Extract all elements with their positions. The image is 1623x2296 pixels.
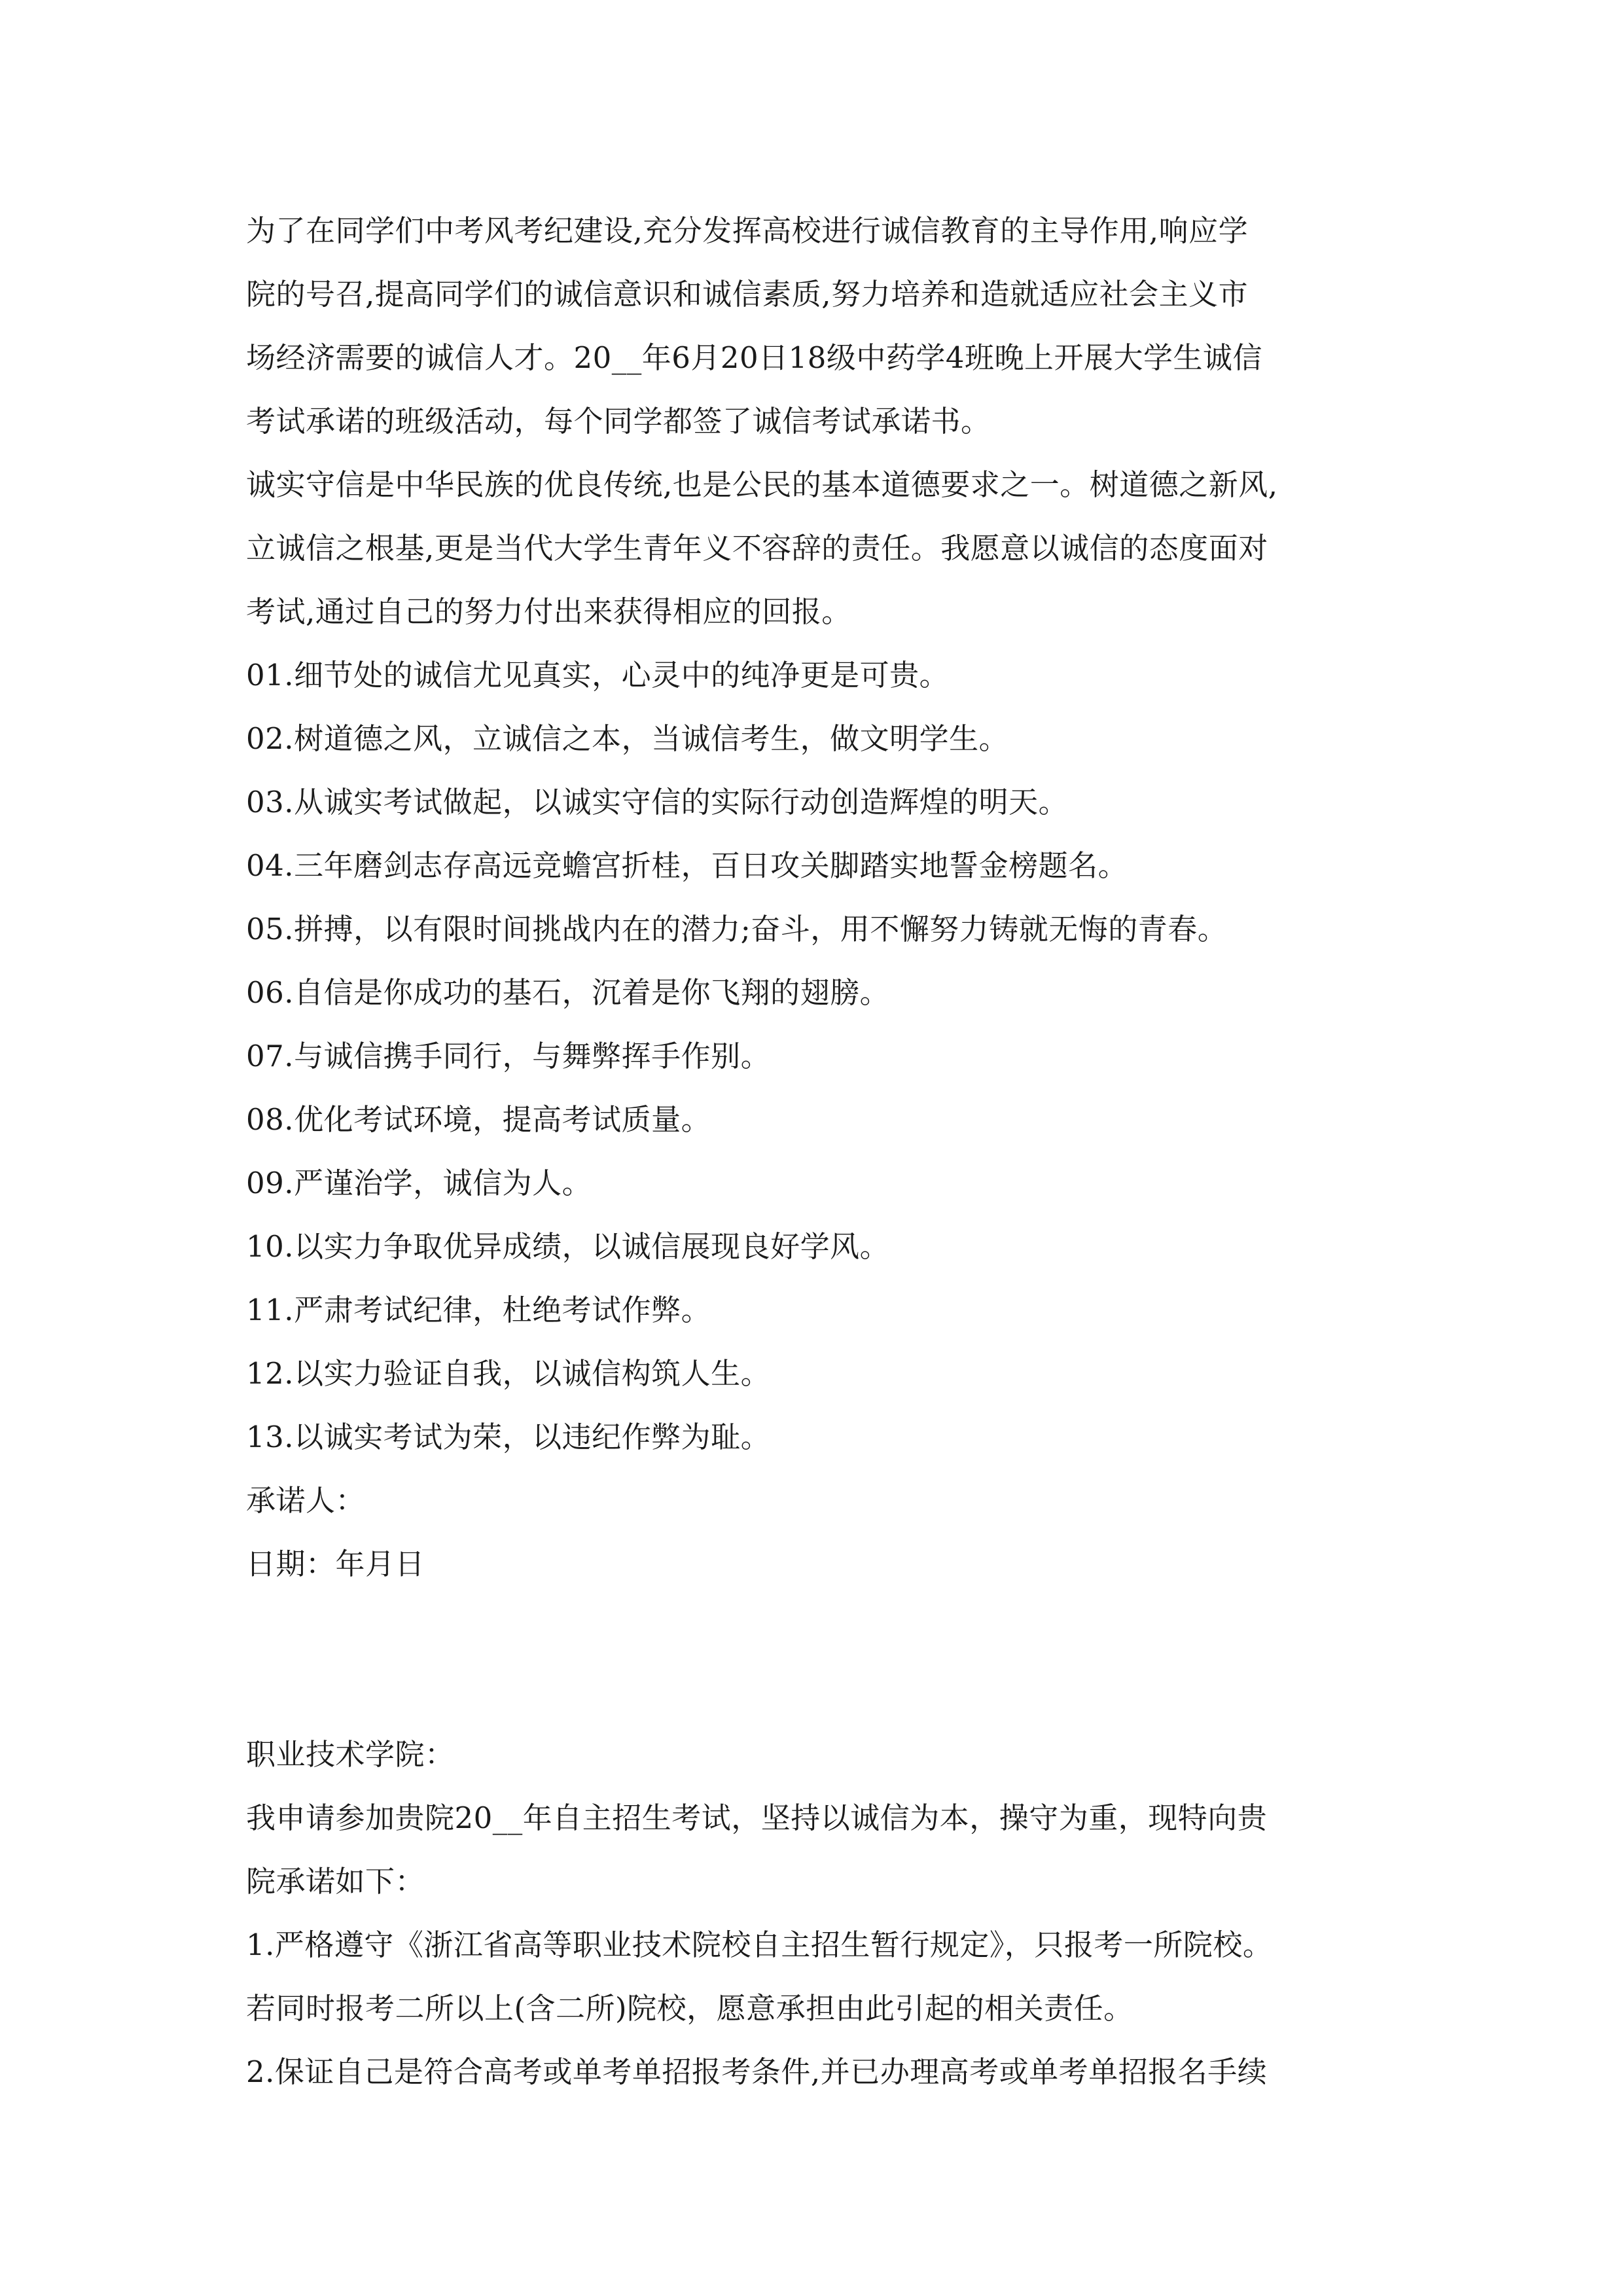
list-item: 01.细节处的诚信尤见真实，心灵中的纯净更是可贵。 (246, 658, 950, 692)
list-item: 05.拼搏，以有限时间挑战内在的潜力;奋斗，用不懈努力铸就无悔的青春。 (246, 912, 1228, 946)
paragraph-activity-intro (246, 199, 1380, 453)
list-item: 13.以诚实考试为荣，以违纪作弊为耻。 (246, 1420, 771, 1454)
list-item: 08.优化考试环境，提高考试质量。 (246, 1102, 711, 1137)
text-line: 考试,通过自己的努力付出来获得相应的回报。 (246, 594, 851, 629)
text-line: 我申请参加贵院20__年自主招生考试，坚持以诚信为本，操守为重，现特向贵 (246, 1801, 1268, 1835)
text-line: 院的号召,提高同学们的诚信意识和诚信素质,努力培养和造就适应社会主义市 (246, 277, 1249, 312)
text-line: 立诚信之根基,更是当代大学生青年义不容辞的责任。我愿意以诚信的态度面对 (246, 531, 1268, 565)
list-item: 02.树道德之风，立诚信之本，当诚信考生，做文明学生。 (246, 721, 1009, 756)
paragraph-integrity-statement (246, 453, 1380, 643)
text-line: 若同时报考二所以上(含二所)院校，愿意承担由此引起的相关责任。 (246, 1991, 1133, 2026)
text-line: 场经济需要的诚信人才。20__年6月20日18级中药学4班晚上开展大学生诚信 (246, 340, 1263, 375)
promiser-label: 承诺人： (246, 1483, 366, 1518)
commitment-item-1 (246, 1913, 1380, 2040)
list-item: 12.以实力验证自我，以诚信构筑人生。 (246, 1356, 771, 1391)
addressee: 职业技术学院： (246, 1737, 455, 1772)
list-item: 10.以实力争取优异成绩，以诚信展现良好学风。 (246, 1229, 890, 1264)
section-spacer (246, 1596, 1380, 1723)
text-line: 诚实守信是中华民族的优良传统,也是公民的基本道德要求之一。树道德之新风, (246, 467, 1278, 502)
document-body (246, 199, 1380, 2104)
list-item: 11.严肃考试纪律，杜绝考试作弊。 (246, 1293, 711, 1327)
list-item: 03.从诚实考试做起，以诚实守信的实际行动创造辉煌的明天。 (246, 785, 1069, 819)
text-line: 院承诺如下： (246, 1864, 425, 1899)
text-line: 考试承诺的班级活动，每个同学都签了诚信考试承诺书。 (246, 404, 991, 439)
date-label: 日期：年月日 (246, 1547, 425, 1581)
slogan-list (246, 643, 1380, 1469)
text-line: 1.严格遵守《浙江省高等职业技术院校自主招生暂行规定》，只报考一所院校。 (246, 1928, 1273, 1962)
text-line: 为了在同学们中考风考纪建设,充分发挥高校进行诚信教育的主导作用,响应学 (246, 213, 1249, 248)
list-item: 09.严谨治学，诚信为人。 (246, 1166, 592, 1200)
commitment-item-2 (246, 2040, 1380, 2104)
list-item: 04.三年磨剑志存高远竞蟾宫折桂，百日攻关脚踏实地誓金榜题名。 (246, 848, 1128, 883)
paragraph-application-intro (246, 1786, 1380, 1913)
list-item: 06.自信是你成功的基石，沉着是你飞翔的翅膀。 (246, 975, 890, 1010)
list-item: 07.与诚信携手同行，与舞弊挥手作别。 (246, 1039, 771, 1073)
text-line: 2.保证自己是符合高考或单考单招报考条件,并已办理高考或单考单招报名手续 (246, 2054, 1268, 2089)
